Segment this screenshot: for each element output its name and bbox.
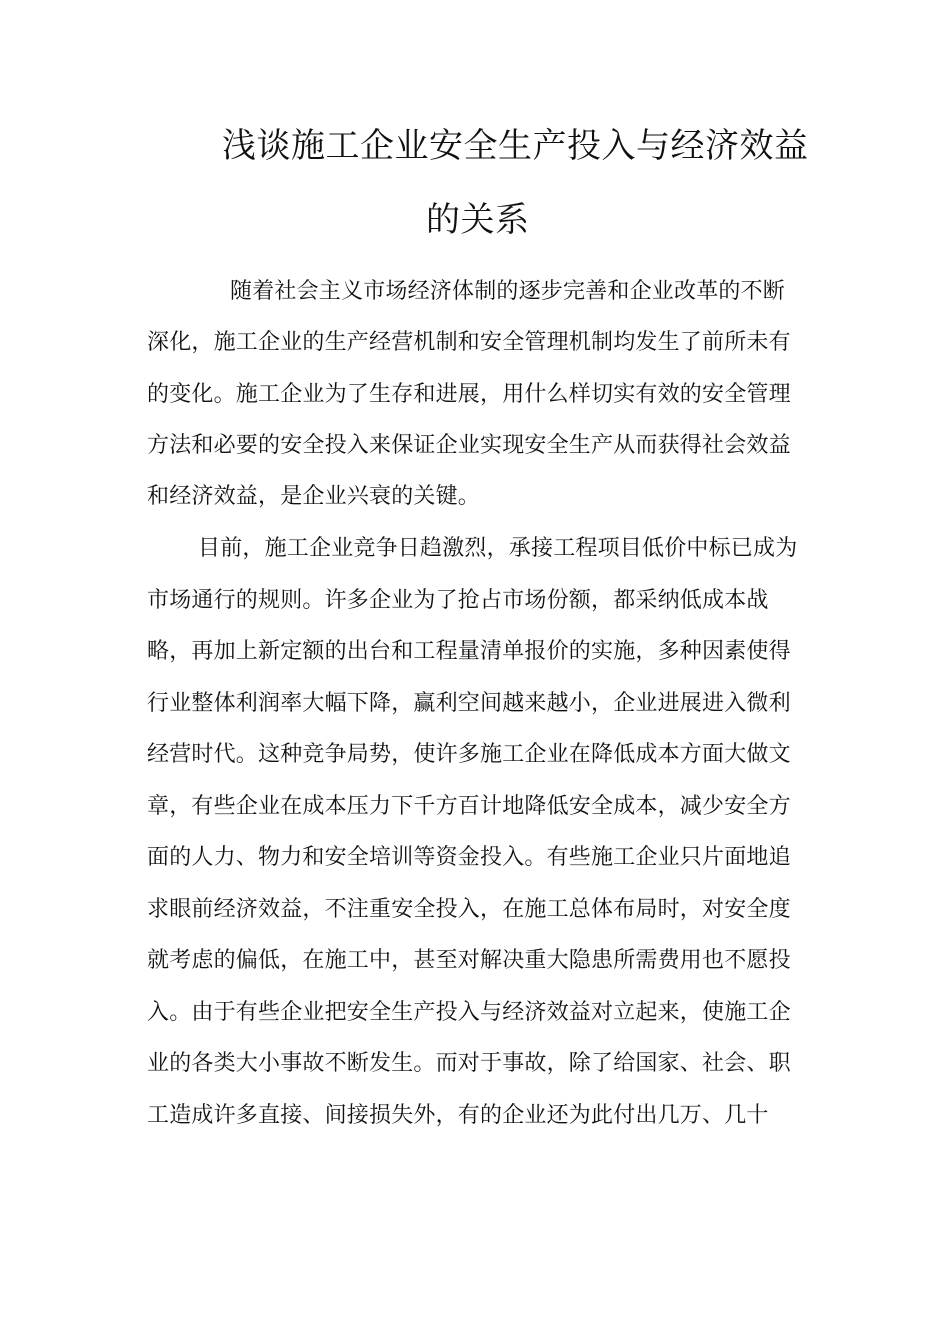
document-title-line-1: 浅谈施工企业安全生产投入与经济效益	[222, 126, 809, 166]
paragraph-2-line-10: 入。由于有些企业把安全生产投入与经济效益对立起来，使施工企	[147, 1000, 791, 1025]
paragraph-2-line-12: 工造成许多直接、间接损失外，有的企业还为此付出几万、几十	[147, 1103, 769, 1128]
paragraph-2-line-4: 行业整体利润率大幅下降，赢利空间越来越小，企业进展进入微利	[147, 691, 791, 716]
paragraph-2-line-7: 面的人力、物力和安全培训等资金投入。有些施工企业只片面地追	[147, 845, 791, 870]
paragraph-2-line-6: 章，有些企业在成本压力下千方百计地降低安全成本，减少安全方	[147, 794, 791, 819]
paragraph-2-line-11: 业的各类大小事故不断发生。而对于事故，除了给国家、社会、职	[147, 1051, 791, 1076]
paragraph-1-line-4: 方法和必要的安全投入来保证企业实现安全生产从而获得社会效益	[147, 433, 791, 458]
document-title-line-2: 的关系	[426, 200, 530, 240]
paragraph-1-line-2: 深化，施工企业的生产经营机制和安全管理机制均发生了前所未有	[147, 330, 791, 355]
paragraph-2-line-9: 就考虑的偏低，在施工中，甚至对解决重大隐患所需费用也不愿投	[147, 948, 791, 973]
paragraph-2-line-8: 求眼前经济效益，不注重安全投入，在施工总体布局时，对安全度	[147, 897, 791, 922]
paragraph-2-line-3: 略，再加上新定额的出台和工程量清单报价的实施，多种因素使得	[147, 639, 791, 664]
paragraph-2-line-1: 目前，施工企业竞争日趋激烈，承接工程项目低价中标已成为	[198, 536, 798, 561]
paragraph-2-line-2: 市场通行的规则。许多企业为了抢占市场份额，都采纳低成本战	[147, 588, 769, 613]
paragraph-1-line-3: 的变化。施工企业为了生存和进展，用什么样切实有效的安全管理	[147, 382, 791, 407]
paragraph-1-line-5: 和经济效益，是企业兴衰的关键。	[147, 484, 481, 509]
paragraph-2-line-5: 经营时代。这种竞争局势，使许多施工企业在降低成本方面大做文	[147, 742, 791, 767]
paragraph-1-line-1: 随着社会主义市场经济体制的逐步完善和企业改革的不断	[230, 279, 786, 304]
